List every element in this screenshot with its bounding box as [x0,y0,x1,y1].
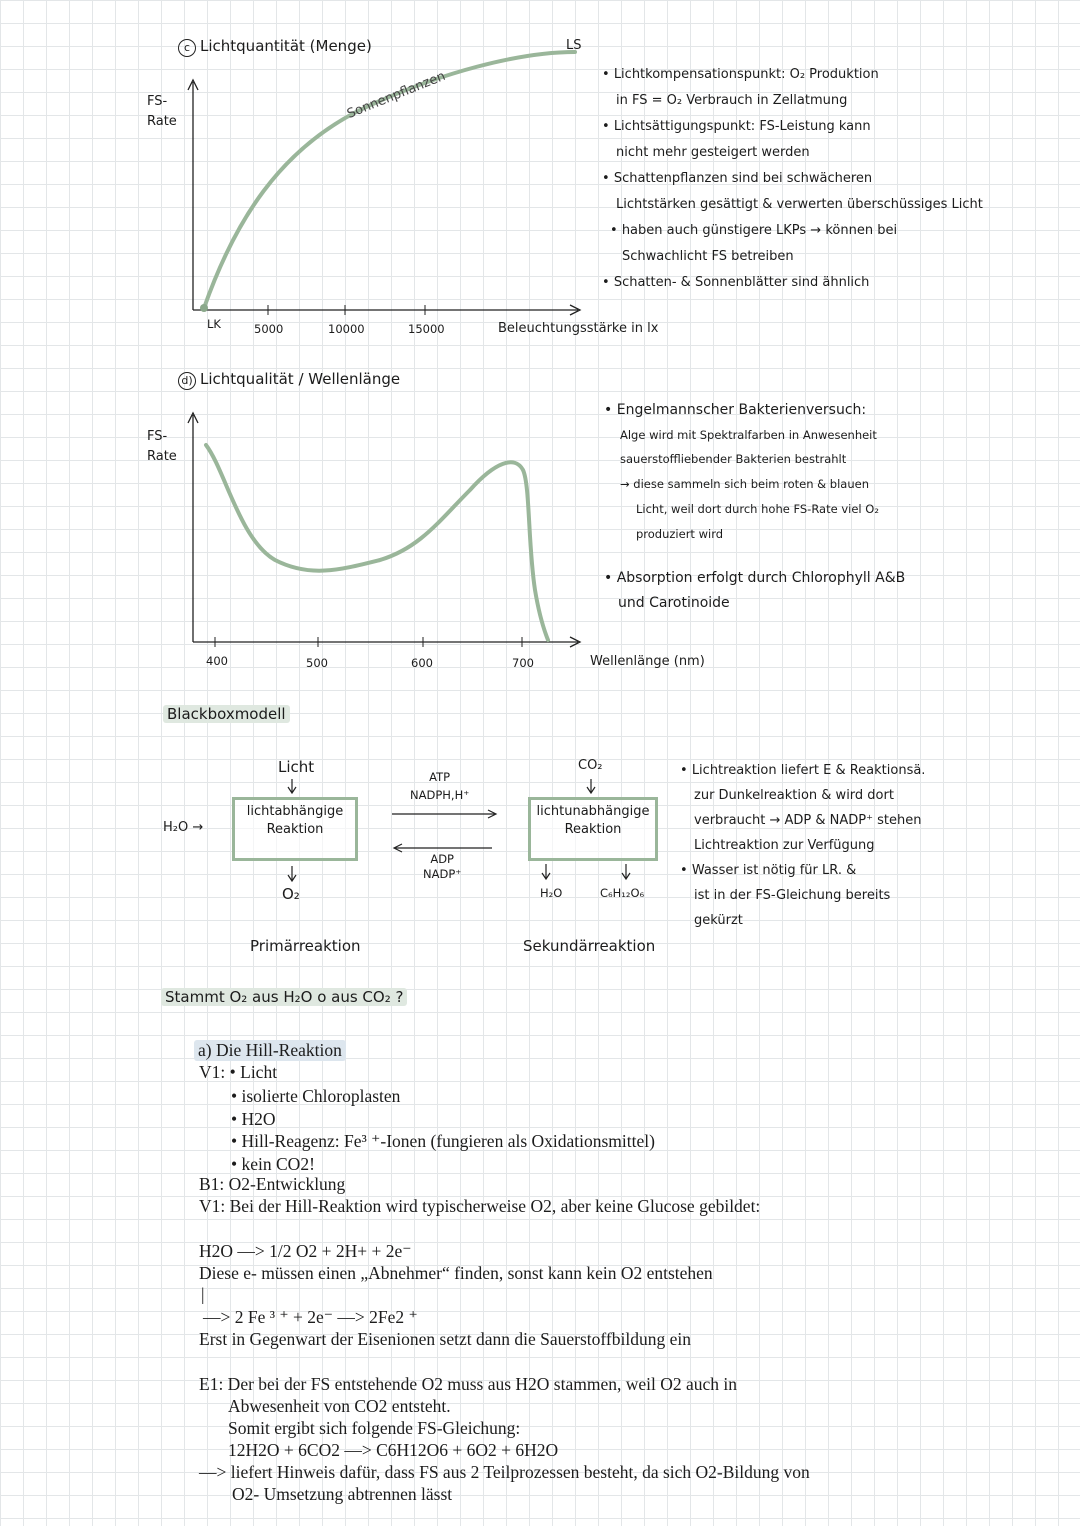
licht-label: Licht [278,758,315,776]
note-c-4: • Schattenpflanzen sind bei schwächeren [602,171,873,186]
box1-line1: lichtabhängige [246,804,344,819]
arrow-box1-to-o2 [288,866,296,881]
graph-c-ylabel: FS- Rate [147,94,177,129]
hill-eq2: —> 2 Fe ³ ⁺ + 2e⁻ —> 2Fe2 ⁺ [203,1307,418,1327]
hill-v1-item-3: • kein CO2! [231,1153,315,1174]
note-bb-4: • Wasser ist nötig für LR. & [680,863,857,878]
arrow-co2-down [587,779,595,793]
note-d-6: • Absorption erfolgt durch Chlorophyll A&B [604,570,906,586]
box2-line1: lichtunabhängige [536,804,650,819]
hill-v1-items [231,1085,655,1175]
graph-d-tick-500: 500 [306,656,328,670]
note-c-8: • Schatten- & Sonnenblätter sind ähnlich [602,275,870,290]
note-c-2: • Lichtsättigungspunkt: FS-Leistung kann [602,119,871,134]
hill-pipe: | [201,1284,205,1304]
atp-line2: NADPH,H⁺ [410,788,470,802]
h2o-output-label: H₂O [540,886,563,900]
note-c-5: Lichtstärken gesättigt & verwerten überschüssiges Licht [616,197,983,212]
arrow-adp-left [394,844,492,852]
note-d-7: und Carotinoide [618,595,730,611]
ls-label: LS [566,38,582,53]
note-c-6: • haben auch günstigere LKPs → können bei [610,223,898,238]
box2-line2: Reaktion [564,822,622,837]
hill-e1-line6: O2- Umsetzung abtrennen lässt [232,1484,453,1504]
note-bb-1: zur Dunkelreaktion & wird dort [694,788,894,803]
note-bb-3: Lichtreaktion zur Verfügung [694,838,875,853]
hill-eq1: H2O —> 1/2 O2 + 2H+ + 2e⁻ [199,1241,412,1261]
note-d-5: produziert wird [636,527,724,541]
note-bb-0: • Lichtreaktion liefert E & Reaktionsä. [680,763,926,778]
note-c-3: nicht mehr gesteigert werden [616,145,810,160]
note-d-3: → diese sammeln sich beim roten & blauen [620,477,869,491]
graph-d-ylabel: FS- Rate [147,429,177,464]
box1-line2: Reaktion [266,822,324,837]
h2o-input-label: H₂O → [163,820,204,835]
graph-c-tick-15000: 15000 [408,322,445,336]
note-c-1: in FS = O₂ Verbrauch in Zellatmung [616,93,848,108]
o2-origin-question: Stammt O₂ aus H₂O o aus CO₂ ? [161,988,407,1006]
graph-d-xlabel: Wellenlänge (nm) [590,654,705,669]
hill-e1-line2: Abwesenheit von CO2 entsteht. [228,1396,451,1416]
co2-input-label: CO₂ [578,758,603,773]
arrow-box2-to-glucose [622,864,630,879]
hill-b1: B1: O2-Entwicklung [199,1174,346,1194]
atp-line1: ATP [429,770,451,784]
hill-eq1-note: Diese e- müssen einen „Abnehmer“ finden, sonst kann kein O2 entstehen [199,1263,713,1283]
graph-c-tick-10000: 10000 [328,322,365,336]
hill-v1-item-0: • isolierte Chloroplasten [231,1086,401,1106]
adp-line1: ADP [430,852,454,866]
hill-eq2-note: Erst in Gegenwart der Eisenionen setzt dann die Sauerstoffbildung ein [199,1329,691,1349]
hill-e1-line4: 12H2O + 6CO2 —> C6H12O6 + 6O2 + 6H2O [228,1440,559,1460]
adp-line2: NADP⁺ [423,867,462,881]
arrow-atp-right [392,810,496,818]
primary-reaction-label: Primärreaktion [250,937,361,955]
note-d-1: Alge wird mit Spektralfarben in Anwesenheit [620,428,877,442]
graph-d-tick-600: 600 [411,656,433,670]
hill-e1-line5: —> liefert Hinweis dafür, dass FS aus 2 Teilprozessen besteht, da sich O2-Bildung von [199,1462,810,1482]
hill-e1-line1: E1: Der bei der FS entstehende O2 muss aus H2O stammen, weil O2 auch in [199,1374,738,1394]
blackbox-title: Blackboxmodell [163,705,290,723]
blackbox-notes [680,758,925,933]
note-c-0: • Lichtkompensationspunkt: O₂ Produktion [602,67,879,82]
graph-d-heading-text: Lichtqualität / Wellenlänge [200,370,401,388]
graph-d-marker: d) [178,372,196,390]
note-c-7: Schwachlicht FS betreiben [622,249,794,264]
arrow-box2-to-h2o [542,864,550,879]
note-d-2: sauerstoffliebender Bakterien bestrahlt [620,452,847,466]
hill-v1-item-1: • H2O [231,1108,276,1129]
hill-v1b: V1: Bei der Hill-Reaktion wird typischerweise O2, aber keine Glucose gebildet: [199,1196,761,1216]
curve-label-sonnenpflanzen: Sonnenpflanzen [345,68,448,122]
graph-c-tick-lk: LK [207,317,221,331]
note-d-0: • Engelmannscher Bakterienversuch: [604,402,867,418]
graph-d-tick-400: 400 [206,654,228,668]
hill-v1-item-2: • Hill-Reagenz: Fe³ ⁺-Ionen (fungieren als Oxidationsmittel) [231,1131,655,1151]
note-d-4: Licht, weil dort durch hohe FS-Rate viel O₂ [636,502,879,516]
note-bb-2: verbraucht → ADP & NADP⁺ stehen [694,813,922,828]
arrow-licht-down [288,779,296,793]
hill-e1-line3: Somit ergibt sich folgende FS-Gleichung: [228,1418,521,1438]
note-bb-5: ist in der FS-Gleichung bereits [694,888,891,903]
graph-c-xlabel: Beleuchtungsstärke in lx [498,321,659,336]
hill-title: a) Die Hill-Reaktion [194,1040,346,1061]
o2-output-label: O₂ [282,885,300,903]
hill-v1-label: V1: • Licht [199,1062,278,1082]
note-bb-6: gekürzt [694,913,743,928]
glucose-output-label: C₆H₁₂O₆ [600,886,645,900]
graph-c-heading-text: Lichtquantität (Menge) [200,37,372,55]
graph-c-tick-5000: 5000 [254,322,284,336]
graph-d-tick-700: 700 [512,656,534,670]
graph-c-marker: c [178,39,196,57]
secondary-reaction-label: Sekundärreaktion [523,937,656,955]
